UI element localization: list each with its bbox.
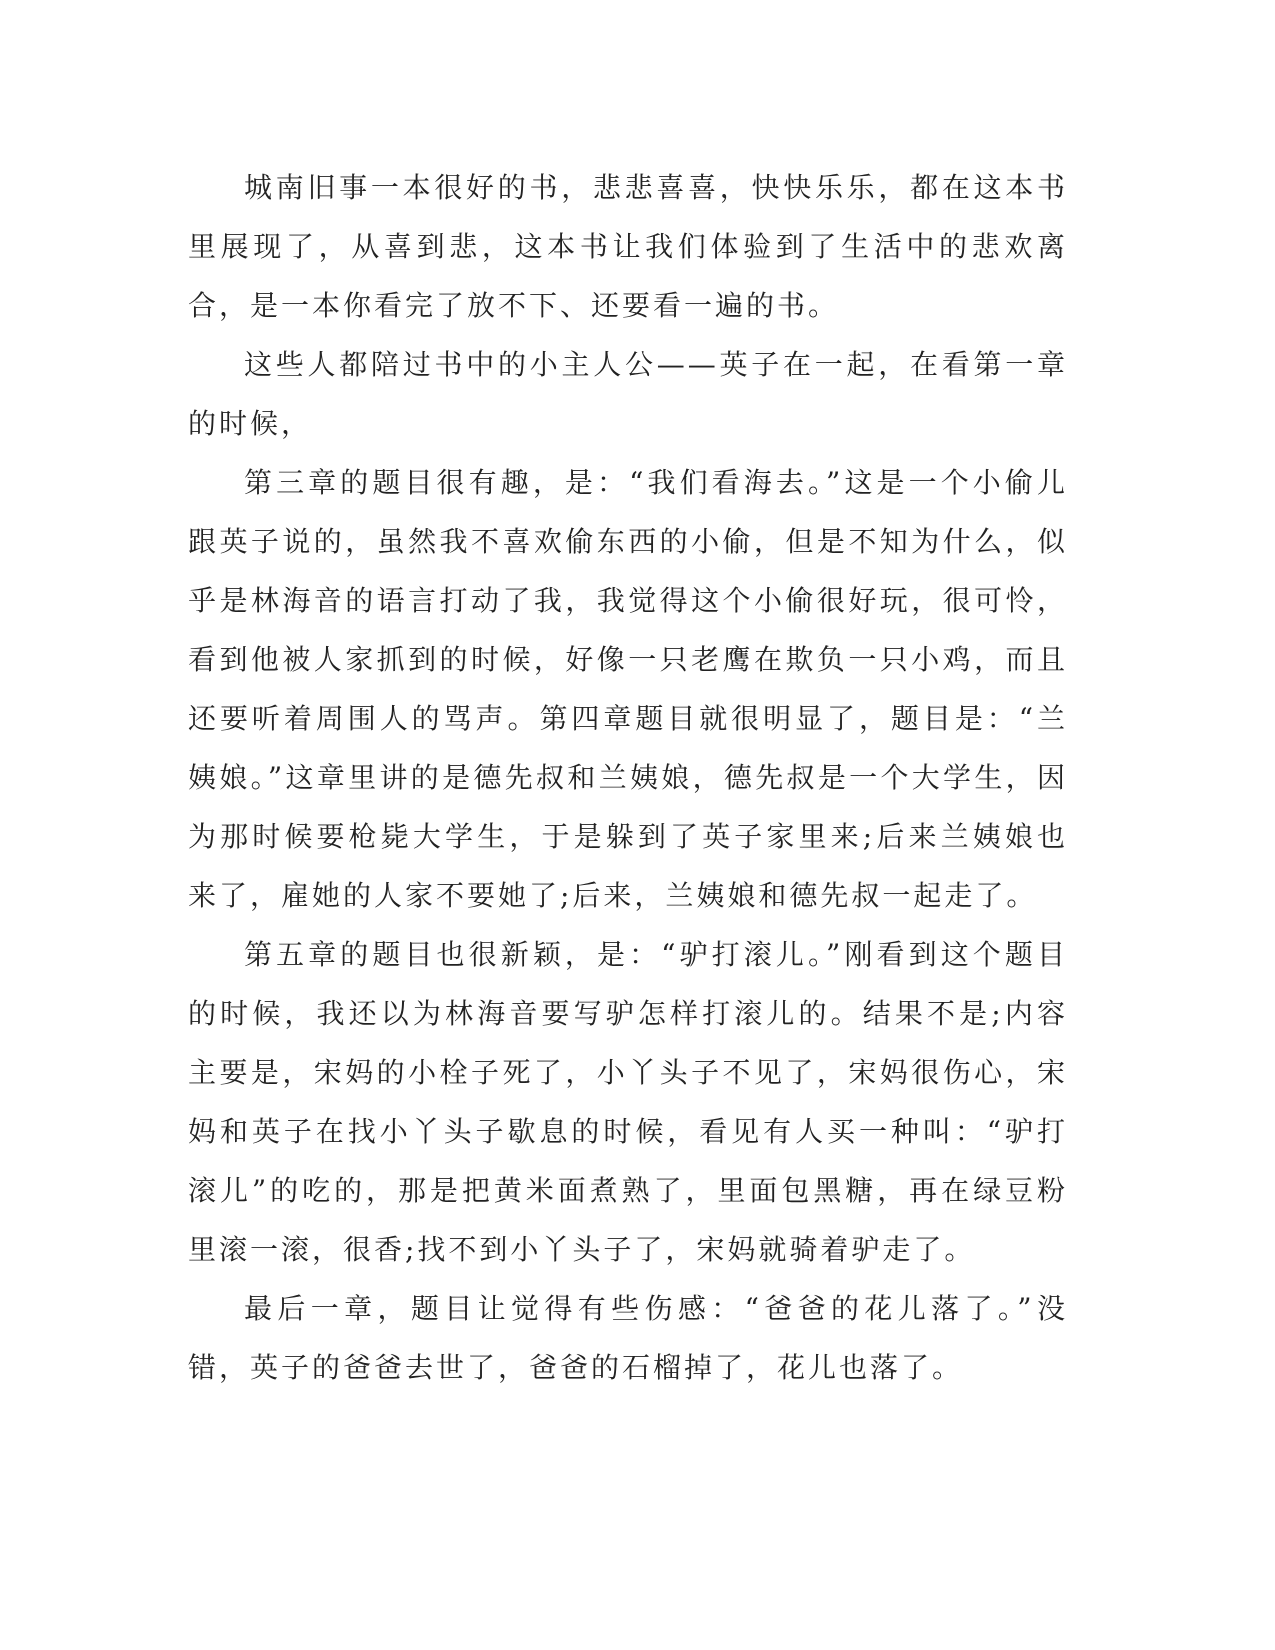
paragraph-2: 这些人都陪过书中的小主人公——英子在一起，在看第一章的时候， bbox=[188, 348, 1068, 440]
paragraph-4: 第五章的题目也很新颖，是：“驴打滚儿。”刚看到这个题目的时候，我还以为林海音要写驴怎样打滚儿的。结果不是;内容主要是，宋妈的小栓子死了，小丫头子不见了，宋妈很伤心，宋妈和英子在找小丫头子歇息的时候，看见有人买一种叫：“驴打滚儿”的吃的，那是把黄米面煮熟了，里面包黑糖，再在绿豆粉里滚一滚，很香;找不到小丫头子了，宋妈就骑着驴走了。 bbox=[188, 938, 1068, 1266]
paragraph-5: 最后一章，题目让觉得有些伤感：“爸爸的花儿落了。”没错，英子的爸爸去世了，爸爸的石榴掉了，花儿也落了。 bbox=[188, 1292, 1068, 1384]
paragraph-3: 第三章的题目很有趣，是：“我们看海去。”这是一个小偷儿跟英子说的，虽然我不喜欢偷东西的小偷，但是不知为什么，似乎是林海音的语言打动了我，我觉得这个小偷很好玩，很可怜，看到他被人家抓到的时候，好像一只老鹰在欺负一只小鸡，而且还要听着周围人的骂声。第四章题目就很明显了，题目是：“兰姨娘。”这章里讲的是德先叔和兰姨娘，德先叔是一个大学生，因为那时候要枪毙大学生，于是躲到了英子家里来;后来兰姨娘也来了，雇她的人家不要她了;后来，兰姨娘和德先叔一起走了。 bbox=[188, 466, 1068, 912]
document-page bbox=[188, 158, 1068, 1397]
paragraph-1: 城南旧事一本很好的书，悲悲喜喜，快快乐乐，都在这本书里展现了，从喜到悲，这本书让我们体验到了生活中的悲欢离合，是一本你看完了放不下、还要看一遍的书。 bbox=[188, 171, 1068, 322]
